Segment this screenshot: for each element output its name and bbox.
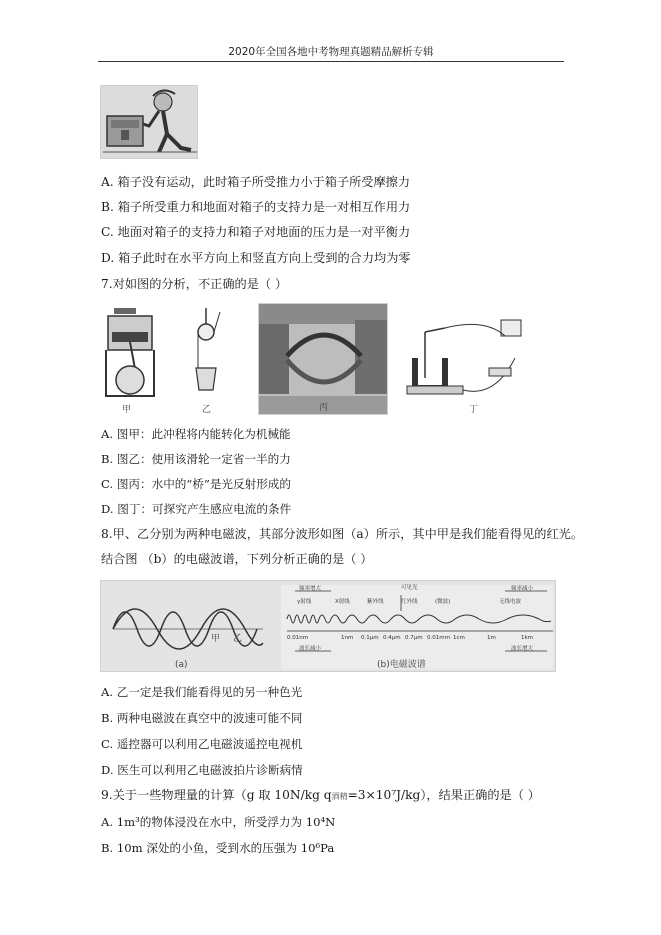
fig-b-caption: (b)电磁波谱 xyxy=(377,660,426,670)
q7-option-d: D. 图丁：可探究产生感应电流的条件 xyxy=(101,502,292,516)
figure-label-ding: 丁 xyxy=(469,405,479,415)
scale-7: 1m xyxy=(487,635,496,641)
q9-stem-suffix: =3×10⁷J/kg），结果正确的是（ ） xyxy=(347,788,540,802)
band-radio: 无线电波 xyxy=(499,599,522,605)
scale-4: 0.7μm xyxy=(405,635,423,641)
freq-down-label: 频率减小 xyxy=(511,586,534,592)
wavelength-down-label: 波长减小 xyxy=(299,646,322,652)
figure-label-jia: 甲 xyxy=(122,405,132,415)
freq-up-label: 频率增大 xyxy=(299,586,322,592)
scale-1: 1nm xyxy=(341,635,354,641)
visible-label: 可见光 xyxy=(401,585,418,591)
figure-label-yi: 乙 xyxy=(202,405,212,415)
band-microwave: (微波) xyxy=(435,599,451,605)
scale-5: 0.01mm xyxy=(427,635,450,641)
q7-option-a: A. 图甲：此冲程将内能转化为机械能 xyxy=(101,427,291,441)
scale-3: 0.4μm xyxy=(383,635,401,641)
band-ir: 红外线 xyxy=(401,599,418,605)
q9-option-b: B. 10m 深处的小鱼，受到水的压强为 10⁶Pa xyxy=(101,841,335,855)
q6-option-d: D. 箱子此时在水平方向上和竖直方向上受到的合力均为零 xyxy=(101,251,411,265)
q6-option-a: A. 箱子没有运动，此时箱子所受推力小于箱子所受摩擦力 xyxy=(101,175,411,189)
q6-option-c: C. 地面对箱子的支持力和箱子对地面的压力是一对平衡力 xyxy=(101,225,411,239)
q7-stem: 7.对如图的分析，不正确的是（ ） xyxy=(101,277,288,291)
q9-stem-subscript: 酒精 xyxy=(331,792,348,801)
box-push-figure xyxy=(100,85,198,159)
q8-stem-line1: 8.甲、乙分别为两种电磁波，其部分波形如图（a）所示，其中甲是我们能看得见的红光。 xyxy=(101,527,584,541)
pulley-figure xyxy=(186,304,230,416)
scale-2: 0.1μm xyxy=(361,635,379,641)
band-gamma: γ射线 xyxy=(297,599,312,605)
q9-stem xyxy=(101,787,540,805)
figure-label-bing: 丙 xyxy=(319,403,329,413)
wave-jia-label: 甲 xyxy=(211,634,221,644)
band-uv: 紫外线 xyxy=(367,599,384,605)
fig-a-caption: (a) xyxy=(175,660,188,670)
q9-stem-prefix: 9.关于一些物理量的计算（g 取 10N/kg q xyxy=(101,788,332,802)
scale-6: 1cm xyxy=(453,635,465,641)
wave-yi-label: 乙 xyxy=(233,634,243,644)
q7-option-c: C. 图丙：水中的“桥”是光反射形成的 xyxy=(101,477,291,491)
q8-option-d: D. 医生可以利用乙电磁波拍片诊断病情 xyxy=(101,763,303,777)
q6-option-b: B. 箱子所受重力和地面对箱子的支持力是一对相互作用力 xyxy=(101,200,411,214)
page-header: 2020年全国各地中考物理真题精品解析专辑 xyxy=(228,46,434,58)
q8-option-b: B. 两种电磁波在真空中的波速可能不同 xyxy=(101,711,303,725)
induction-apparatus-figure xyxy=(405,318,523,416)
q7-option-b: B. 图乙：使用该滑轮一定省一半的力 xyxy=(101,452,291,466)
scale-8: 1km xyxy=(521,635,534,641)
engine-stroke-figure xyxy=(100,304,160,416)
bridge-reflection-photo xyxy=(258,303,388,415)
header-divider xyxy=(98,61,564,62)
q8-option-a: A. 乙一定是我们能看得见的另一种色光 xyxy=(101,685,303,699)
q8-stem-line2: 结合图 （b）的电磁波谱，下列分析正确的是（ ） xyxy=(101,552,373,566)
em-wave-figure xyxy=(100,580,556,672)
q8-option-c: C. 遥控器可以利用乙电磁波遥控电视机 xyxy=(101,737,303,751)
band-xray: X射线 xyxy=(335,599,350,605)
wavelength-up-label: 波长增大 xyxy=(511,646,534,652)
q9-option-a: A. 1m³的物体浸没在水中，所受浮力为 10⁴N xyxy=(101,815,336,829)
scale-0: 0.01nm xyxy=(287,635,309,641)
